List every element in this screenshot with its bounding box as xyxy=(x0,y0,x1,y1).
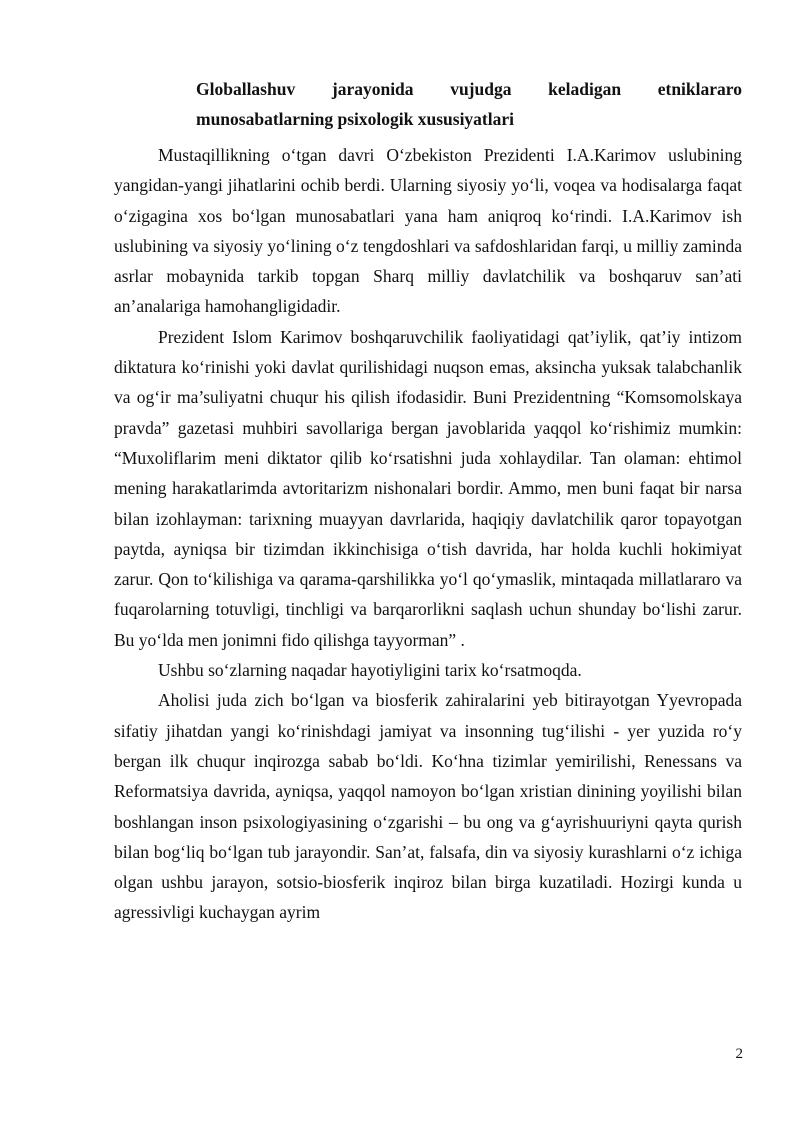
title-line-2: munosabatlarning psixologik xususiyatlari xyxy=(196,109,514,129)
document-body xyxy=(114,140,742,928)
page-number: 2 xyxy=(735,1046,743,1062)
document-title xyxy=(196,74,742,134)
title-line-1: Globallashuv jarayonida vujudga keladigan etniklararo xyxy=(196,79,742,99)
paragraph-2: Prezident Islom Karimov boshqaruvchilik faoliyatidagi qat’iylik, qat’iy intizom diktatura ko‘rinishi yoki davlat qurilishidagi nuqson emas, aksincha yuksak talabchanlik va og‘ir ma’suliyatni chuqur his qilish ifodasidir. Buni Prezidentning “Komsomolskaya pravda” gazetasi muhbiri savollariga bergan javoblarida yaqqol ko‘rishimiz mumkin: “Muxoliflarim meni diktator qilib ko‘rsatishni juda xohlaydilar. Tan olaman: ehtimol mening harakatlarimda avtoritarizm nishonalari bordir. Ammo, men buni faqat bir narsa bilan izohlayman: tarixning muayyan davrlarida, haqiqiy davlatchilik qaror topayotgan paytda, ayniqsa bir tizimdan ikkinchisiga o‘tish davrida, har holda kuchli hokimiyat zarur. Qon to‘kilishiga va qarama-qarshilikka yo‘l qo‘ymaslik, mintaqada millatlararo va fuqarolarning totuvligi, tinchligi va barqarorlikni saqlash uchun shunday bo‘lishi zarur. Bu yo‘lda men jonimni fido qilishga tayyorman” . xyxy=(114,326,742,650)
paragraph-1: Mustaqillikning o‘tgan davri O‘zbekiston Prezidenti I.A.Karimov uslubining yangidan-yangi jihatlarini ochib berdi. Ularning siyosiy yo‘li, voqea va hodisalarga faqat o‘zigagina xos bo‘lgan munosabatlari yana ham aniqroq ko‘rindi. I.A.Karimov ish uslubining va siyosiy yo‘lining o‘z tengdoshlari va safdoshlaridan farqi, u milliy zaminda asrlar mobaynida tarkib topgan Sharq milliy davlatchilik va boshqaruv san’ati an’analariga hamohangligidadir. xyxy=(114,145,742,317)
paragraph-3: Ushbu so‘zlarning naqadar hayotiyligini tarix ko‘rsatmoqda. xyxy=(158,660,582,681)
paragraph-4: Aholisi juda zich bo‘lgan va biosferik zahiralarini yeb bitirayotgan Yyevropada sifatiy jihatdan yangi ko‘rinishdagi jamiyat va insonning tug‘ilishi - yer yuzida ro‘y bergan ilk chuqur inqirozga sabab bo‘ldi. Ko‘hna tizimlar yemirilishi, Renessans va Reformatsiya davrida, ayniqsa, yaqqol namoyon bo‘lgan xristian dinining yoyilishi bilan boshlangan inson psixologiyasining o‘zgarishi – bu ong va g‘ayrishuuriyni qayta qurish bilan bog‘liq bo‘lgan tub jarayondir. San’at, falsafa, din va siyosiy kurashlarni o‘z ichiga olgan ushbu jarayon, sotsio-biosferik inqiroz bilan birga kuzatiladi. Hozirgi kunda u agressivligi kuchaygan ayrim xyxy=(114,690,742,923)
